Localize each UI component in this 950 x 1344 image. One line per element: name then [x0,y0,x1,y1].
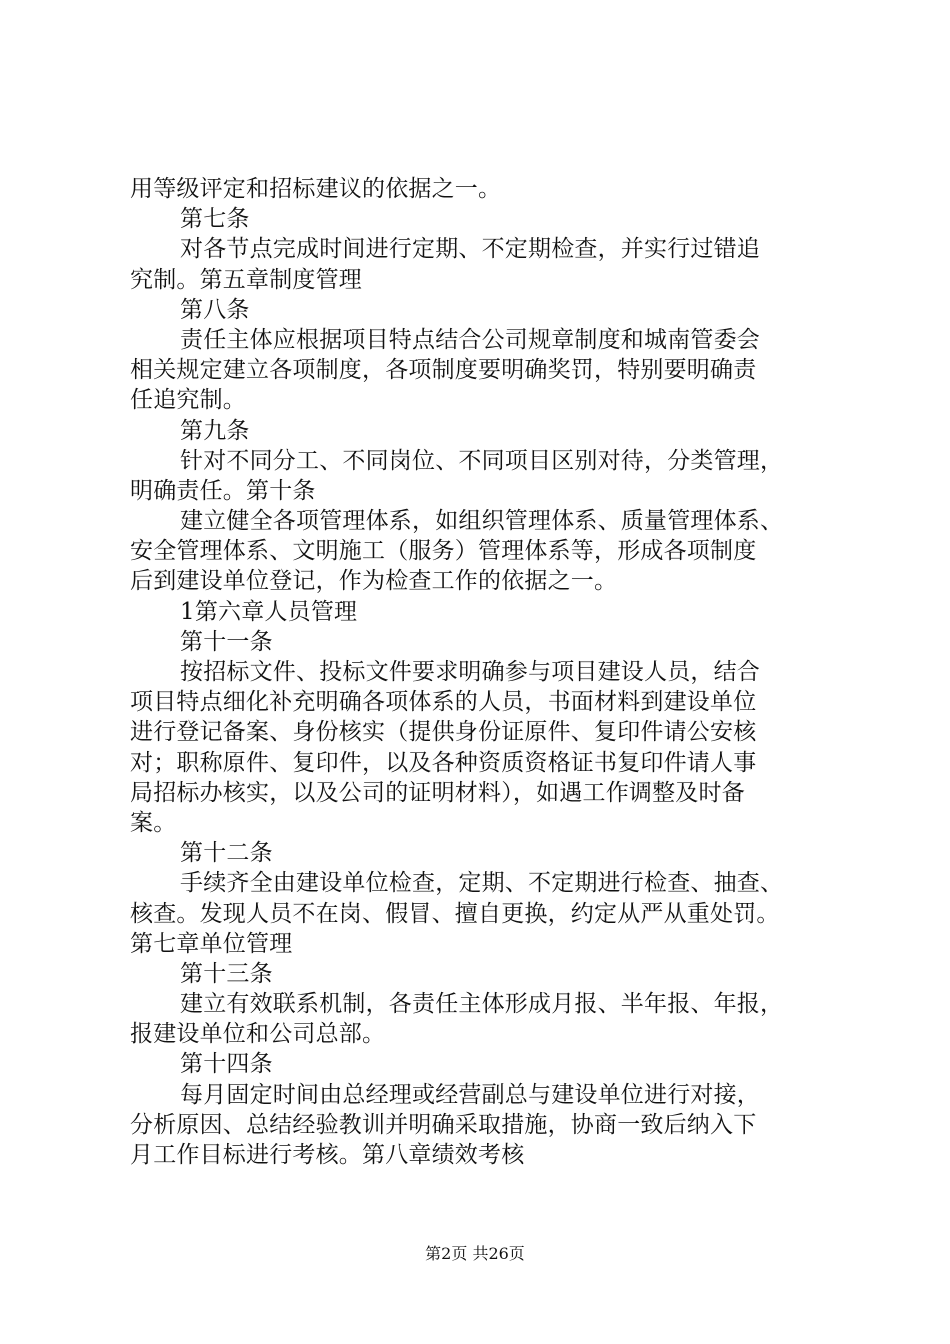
document-line: 进行登记备案、身份核实（提供身份证原件、复印件请公安核 [130,719,757,746]
document-line: 建立有效联系机制，各责任主体形成月报、半年报、年报， [180,991,784,1018]
document-line: 第十二条 [180,840,273,867]
document-line: 报建设单位和公司总部。 [130,1021,386,1048]
document-line: 后到建设单位登记，作为检查工作的依据之一。 [130,568,618,595]
document-line: 对各节点完成时间进行定期、不定期检查，并实行过错追 [180,236,760,263]
document-line: 第十一条 [180,628,273,655]
document-line: 建立健全各项管理体系，如组织管理体系、质量管理体系、 [180,508,784,535]
document-line: 针对不同分工、不同岗位、不同项目区别对待，分类管理， [180,447,784,474]
document-line: 第十四条 [180,1051,273,1078]
document-line: 究制。第五章制度管理 [130,266,362,293]
document-line: 明确责任。第十条 [130,477,316,504]
document-line: 第九条 [180,417,250,444]
document-line: 局招标办核实，以及公司的证明材料），如遇工作调整及时备 [130,779,745,806]
document-line: 责任主体应根据项目特点结合公司规章制度和城南管委会 [180,326,760,353]
document-line: 1第六章人员管理 [180,598,358,625]
document-body [130,174,830,1170]
document-line: 对；职称原件、复印件，以及各种资质资格证书复印件请人事 [130,749,757,776]
document-line: 月工作目标进行考核。第八章绩效考核 [130,1142,525,1168]
document-line: 第七条 [180,206,250,233]
document-line: 手续齐全由建设单位检查，定期、不定期进行检查、抽查、 [180,870,784,897]
document-line: 每月固定时间由总经理或经营副总与建设单位进行对接， [180,1081,760,1108]
document-line: 第八条 [180,296,250,323]
document-line: 案。 [130,809,177,836]
document-line: 分析原因、总结经验教训并明确采取措施，协商一致后纳入下 [130,1111,757,1138]
document-line: 用等级评定和招标建议的依据之一。 [130,176,502,202]
document-line: 按招标文件、投标文件要求明确参与项目建设人员，结合 [180,659,760,685]
document-line: 安全管理体系、文明施工（服务）管理体系等，形成各项制度 [130,538,757,565]
page-footer: 第2页 共26页 [425,1244,525,1263]
document-line: 项目特点细化补充明确各项体系的人员，书面材料到建设单位 [130,689,757,716]
document-line: 核查。发现人员不在岗、假冒、擅自更换，约定从严从重处罚。 [130,900,780,927]
document-line: 相关规定建立各项制度，各项制度要明确奖罚，特别要明确责 [130,357,757,384]
document-line: 任追究制。 [130,387,246,414]
document-line: 第十三条 [180,960,273,987]
document-line: 第七章单位管理 [130,930,293,957]
